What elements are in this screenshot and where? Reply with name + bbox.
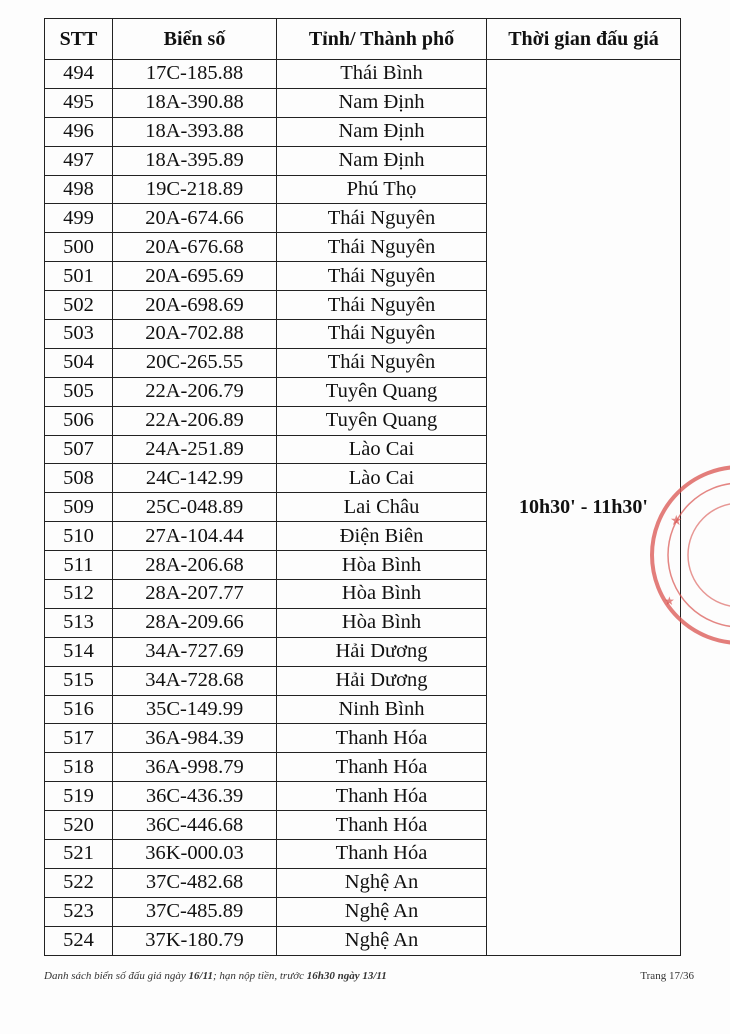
plate-cell: 22A-206.89 <box>113 406 277 435</box>
stt-cell: 497 <box>45 146 113 175</box>
province-cell: Thái Nguyên <box>277 320 487 349</box>
table-row <box>45 60 681 89</box>
footer-note-prefix: Danh sách biển số đấu giá ngày <box>44 970 189 982</box>
province-cell: Thanh Hóa <box>277 724 487 753</box>
plate-cell: 34A-728.68 <box>113 666 277 695</box>
stt-cell: 503 <box>45 320 113 349</box>
plate-cell: 18A-390.88 <box>113 88 277 117</box>
footer-note <box>44 970 387 982</box>
svg-text:★: ★ <box>664 594 675 608</box>
province-cell: Hòa Bình <box>277 551 487 580</box>
stt-cell: 524 <box>45 926 113 955</box>
plate-cell: 19C-218.89 <box>113 175 277 204</box>
plate-cell: 28A-206.68 <box>113 551 277 580</box>
province-cell: Thanh Hóa <box>277 811 487 840</box>
footer-note-middle: ; hạn nộp tiền, trước <box>212 970 307 982</box>
province-cell: Thái Nguyên <box>277 262 487 291</box>
province-cell: Lai Châu <box>277 493 487 522</box>
plate-cell: 24A-251.89 <box>113 435 277 464</box>
province-cell: Điện Biên <box>277 522 487 551</box>
footer-note-date: 16/11 <box>188 970 213 982</box>
province-cell: Hòa Bình <box>277 580 487 609</box>
province-cell: Tuyên Quang <box>277 377 487 406</box>
plate-cell: 37C-485.89 <box>113 897 277 926</box>
plate-cell: 20C-265.55 <box>113 348 277 377</box>
plate-cell: 36A-984.39 <box>113 724 277 753</box>
page-number: Trang 17/36 <box>640 970 694 982</box>
province-cell: Phú Thọ <box>277 175 487 204</box>
stt-cell: 506 <box>45 406 113 435</box>
plate-cell: 22A-206.79 <box>113 377 277 406</box>
plate-cell: 27A-104.44 <box>113 522 277 551</box>
province-cell: Thái Nguyên <box>277 348 487 377</box>
plate-cell: 17C-185.88 <box>113 60 277 89</box>
plate-cell: 20A-676.68 <box>113 233 277 262</box>
province-cell: Ninh Bình <box>277 695 487 724</box>
header-stt: STT <box>45 19 113 60</box>
province-cell: Nghệ An <box>277 926 487 955</box>
header-province: Tỉnh/ Thành phố <box>277 19 487 60</box>
province-cell: Thái Nguyên <box>277 233 487 262</box>
stt-cell: 501 <box>45 262 113 291</box>
province-cell: Hòa Bình <box>277 608 487 637</box>
stt-cell: 494 <box>45 60 113 89</box>
plate-cell: 20A-674.66 <box>113 204 277 233</box>
province-cell: Thanh Hóa <box>277 840 487 869</box>
province-cell: Nam Định <box>277 117 487 146</box>
stt-cell: 519 <box>45 782 113 811</box>
plate-cell: 36A-998.79 <box>113 753 277 782</box>
province-cell: Thanh Hóa <box>277 753 487 782</box>
stt-cell: 514 <box>45 637 113 666</box>
header-time: Thời gian đấu giá <box>487 19 681 60</box>
plate-cell: 36K-000.03 <box>113 840 277 869</box>
province-cell: Lào Cai <box>277 435 487 464</box>
plate-cell: 35C-149.99 <box>113 695 277 724</box>
province-cell: Hải Dương <box>277 637 487 666</box>
stt-cell: 511 <box>45 551 113 580</box>
auction-plate-table <box>44 18 681 956</box>
province-cell: Nam Định <box>277 146 487 175</box>
stt-cell: 509 <box>45 493 113 522</box>
plate-cell: 20A-702.88 <box>113 320 277 349</box>
auction-time-cell: 10h30' - 11h30' <box>487 60 681 956</box>
stt-cell: 498 <box>45 175 113 204</box>
plate-cell: 25C-048.89 <box>113 493 277 522</box>
plate-cell: 36C-446.68 <box>113 811 277 840</box>
stt-cell: 507 <box>45 435 113 464</box>
footer-note-deadline: 16h30 ngày 13/11 <box>306 970 387 982</box>
stt-cell: 496 <box>45 117 113 146</box>
province-cell: Thanh Hóa <box>277 782 487 811</box>
stt-cell: 513 <box>45 608 113 637</box>
svg-text:★: ★ <box>670 513 683 529</box>
stt-cell: 512 <box>45 580 113 609</box>
province-cell: Nghệ An <box>277 897 487 926</box>
plate-cell: 28A-209.66 <box>113 608 277 637</box>
province-cell: Thái Bình <box>277 60 487 89</box>
table-header-row <box>45 19 681 60</box>
stt-cell: 523 <box>45 897 113 926</box>
province-cell: Lào Cai <box>277 464 487 493</box>
province-cell: Nghệ An <box>277 868 487 897</box>
plate-cell: 24C-142.99 <box>113 464 277 493</box>
province-cell: Tuyên Quang <box>277 406 487 435</box>
stt-cell: 510 <box>45 522 113 551</box>
stt-cell: 508 <box>45 464 113 493</box>
stt-cell: 521 <box>45 840 113 869</box>
stt-cell: 495 <box>45 88 113 117</box>
province-cell: Hải Dương <box>277 666 487 695</box>
stt-cell: 504 <box>45 348 113 377</box>
province-cell: Thái Nguyên <box>277 204 487 233</box>
province-cell: Nam Định <box>277 88 487 117</box>
plate-cell: 36C-436.39 <box>113 782 277 811</box>
plate-cell: 28A-207.77 <box>113 580 277 609</box>
stt-cell: 516 <box>45 695 113 724</box>
stt-cell: 500 <box>45 233 113 262</box>
stt-cell: 520 <box>45 811 113 840</box>
plate-cell: 37C-482.68 <box>113 868 277 897</box>
plate-cell: 20A-698.69 <box>113 291 277 320</box>
province-cell: Thái Nguyên <box>277 291 487 320</box>
stt-cell: 505 <box>45 377 113 406</box>
stt-cell: 502 <box>45 291 113 320</box>
plate-cell: 18A-393.88 <box>113 117 277 146</box>
stt-cell: 499 <box>45 204 113 233</box>
stt-cell: 517 <box>45 724 113 753</box>
plate-cell: 37K-180.79 <box>113 926 277 955</box>
plate-cell: 34A-727.69 <box>113 637 277 666</box>
stt-cell: 522 <box>45 868 113 897</box>
stt-cell: 518 <box>45 753 113 782</box>
stt-cell: 515 <box>45 666 113 695</box>
plate-cell: 20A-695.69 <box>113 262 277 291</box>
plate-cell: 18A-395.89 <box>113 146 277 175</box>
header-plate: Biển số <box>113 19 277 60</box>
